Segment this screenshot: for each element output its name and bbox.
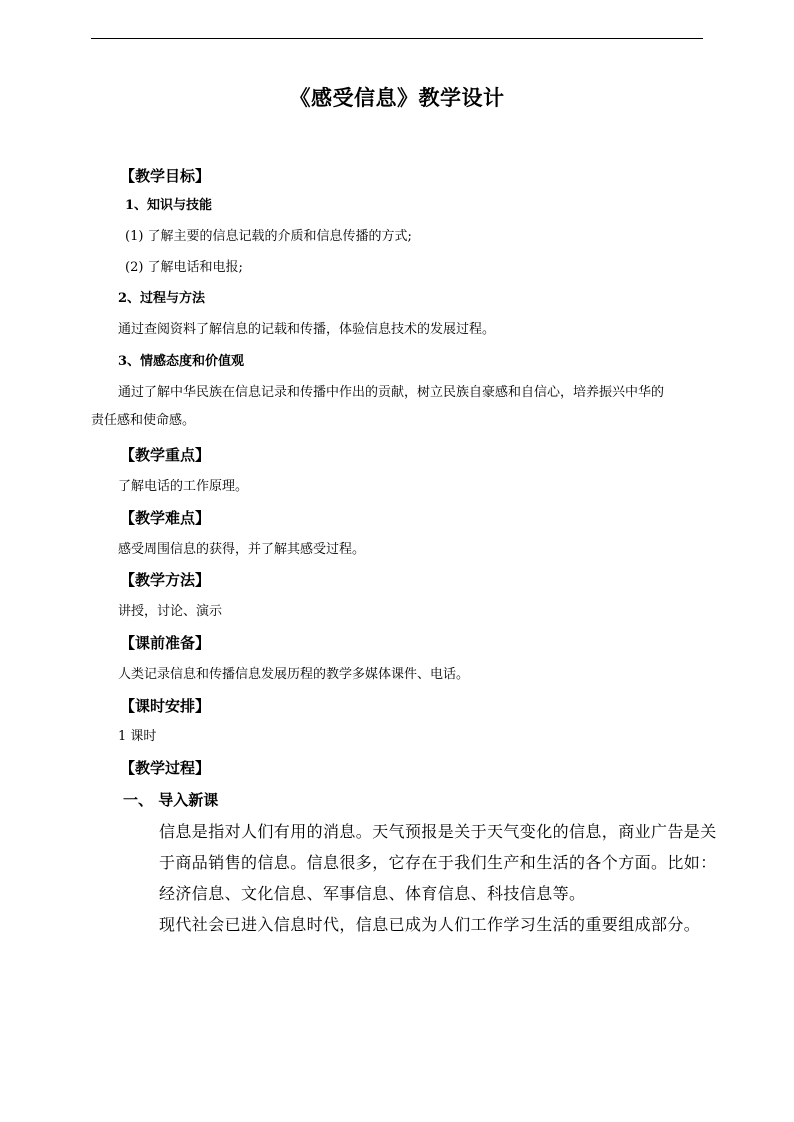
step-1-paragraph-1-line-2: 于商品销售的信息。信息很多，它存在于我们生产和生活的各个方面。比如： <box>159 853 717 872</box>
header-rule <box>91 38 703 39</box>
step-1-heading: 一、 导入新课 <box>123 791 219 809</box>
process-text: 通过查阅资料了解信息的记载和传播，体验信息技术的发展过程。 <box>118 322 496 337</box>
knowledge-item-1: (1) 了解主要的信息记载的介质和信息传播的方式; <box>125 229 412 244</box>
difficulties-text: 感受周围信息的获得，并了解其感受过程。 <box>118 542 366 557</box>
step-1-paragraph-2-line-1: 现代社会已进入信息时代，信息已成为人们工作学习生活的重要组成部分。 <box>159 915 701 934</box>
emotion-heading: 3、情感态度和价值观 <box>118 354 245 369</box>
document-title: 《感受信息》教学设计 <box>289 85 505 110</box>
emotion-text-line-1: 通过了解中华民族在信息记录和传播中作出的贡献，树立民族自豪感和自信心，培养振兴中华的 <box>118 385 665 400</box>
step-1-paragraph-1-line-3: 经济信息、文化信息、军事信息、体育信息、科技信息等。 <box>159 884 586 903</box>
process-heading: 2、过程与方法 <box>118 291 206 306</box>
methods-text: 讲授，讨论、演示 <box>118 604 223 619</box>
objectives-heading: 【教学目标】 <box>120 167 211 185</box>
schedule-heading: 【课时安排】 <box>120 697 211 715</box>
step-1-paragraph-1-line-1: 信息是指对人们有用的消息。天气预报是关于天气变化的信息，商业广告是关 <box>159 822 717 841</box>
methods-heading: 【教学方法】 <box>120 571 211 589</box>
knowledge-item-2: (2) 了解电话和电报; <box>125 260 243 275</box>
preparation-heading: 【课前准备】 <box>120 634 211 652</box>
key-points-heading: 【教学重点】 <box>120 446 211 464</box>
difficulties-heading: 【教学难点】 <box>120 509 211 527</box>
key-points-text: 了解电话的工作原理。 <box>118 479 249 494</box>
schedule-text: 1 课时 <box>118 729 157 744</box>
preparation-text: 人类记录信息和传播信息发展历程的教学多媒体课件、电话。 <box>118 667 470 682</box>
knowledge-heading: 1、知识与技能 <box>125 198 213 213</box>
emotion-text-line-2: 责任感和使命感。 <box>91 413 196 428</box>
teaching-process-heading: 【教学过程】 <box>120 759 211 777</box>
